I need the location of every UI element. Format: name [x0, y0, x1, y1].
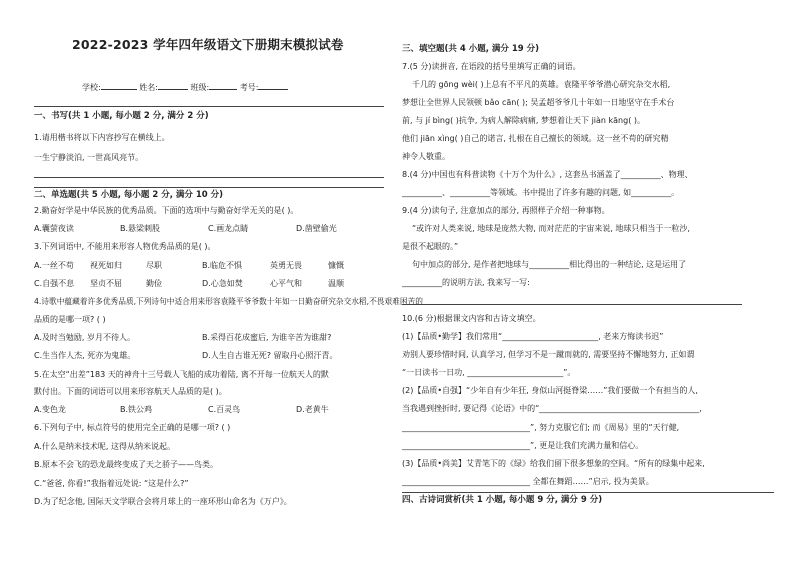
q3-option-c[interactable]: C.自强不息: [34, 279, 75, 288]
q6-option-d[interactable]: D.为了纪念他, 国际天文学联合会将月球上的一座环形山命名为《万户》。: [34, 497, 292, 506]
q3-option-c-word: 勤俭: [146, 279, 162, 288]
q7-line[interactable]: 前, 与 jí bìng( )抗争, 为病人解除病痛, 梦想着让天下 jiàn kāng( )。: [402, 116, 645, 125]
q3-option-c-word: 坚贞不屈: [90, 279, 122, 288]
q7-line[interactable]: 梦想让全世界人民领顿 bǎo cān( ); 吴孟超爷爷几十年如一日地坚守在手术台: [402, 98, 675, 107]
q3-option-b-word: 慷慨: [328, 261, 344, 270]
section-1-heading: 一、书写(共 1 小题, 每小题 2 分, 满分 2 分): [34, 111, 209, 121]
q3-option-d[interactable]: D.心急如焚: [202, 279, 243, 288]
student-info-row: [82, 81, 288, 93]
q9-line[interactable]: __________的说明方法, 我来写一写:: [402, 278, 530, 287]
q5-option-c[interactable]: C.百灵鸟: [208, 405, 241, 414]
q4-option-d[interactable]: D.人生自古谁无死? 留取丹心照汗青。: [202, 351, 338, 360]
q4-option-a[interactable]: A.及时当勉励, 岁月不待人。: [34, 333, 135, 342]
q4-stem-cont: 品质的是哪一项? ( ): [34, 315, 106, 324]
q5-stem-cont: 默付出。下面的词语可以用来形容航天人品质的是( )。: [34, 387, 227, 396]
section-divider: [402, 492, 774, 493]
q7-line[interactable]: 千几的 gōng wèi( )上总有不平凡的英雄。袁隆平爷爷潜心研究杂交水稻,: [412, 80, 671, 89]
exam-no-label: 考号:: [239, 83, 259, 92]
q6-option-a[interactable]: A.什么是纳米技术呢, 这得从纳米说起。: [34, 442, 175, 451]
q6-stem: 6.下列句子中, 标点符号的使用完全正确的是哪一项? ( ): [34, 423, 231, 432]
q3-option-d-word: 温顺: [328, 279, 344, 288]
q2-option-d[interactable]: D.凿壁偷光: [296, 224, 337, 233]
section-2-heading: 二、单选题(共 5 小题, 每小题 2 分, 满分 10 分): [34, 190, 224, 200]
q7-line[interactable]: 他们 jiān xìng( )自己的诺言, 扎根在自己擅长的领域。这一丝不苟的研究精: [402, 134, 669, 143]
q4-option-c[interactable]: C.生当作人杰, 死亦为鬼雄。: [34, 351, 136, 360]
q10-line[interactable]: ________________________________”, 更是让我们充满力量和信心。: [402, 441, 644, 450]
class-label: 班级:: [190, 83, 210, 92]
q4-stem: 4.诗歌中蕴藏着许多优秀品质,下列诗句中适合用来形容袁隆平爷爷数十年如一日勤奋研究杂交水稻,不畏艰难困苦的: [34, 297, 423, 306]
q10-line[interactable]: ________________________________”, 努力克服它们; 而《周易》里的“天行健,: [402, 423, 680, 432]
q9-quote-cont: 是很不起眼的。”: [402, 242, 459, 251]
q10-line: (2)【品质•自强】“少年自有少年狂, 身似山河挺脊梁……”我们要做一个有担当的人,: [402, 386, 698, 395]
q3-option-a[interactable]: A.一丝不苟: [34, 261, 74, 270]
q8-line[interactable]: __________、__________等领域。书中提出了许多有趣的问题, 如__________。: [402, 188, 680, 197]
q9-answer-line[interactable]: [402, 304, 742, 305]
section-divider: [34, 106, 384, 107]
q7-line: 神令人敬重。: [402, 152, 450, 161]
q2-option-b[interactable]: B.悬梁刺股: [120, 224, 161, 233]
exam-no-blank[interactable]: [258, 81, 288, 90]
q10-line: (3)【品质•尚美】艾青笔下的《绿》给我们留下很多想象的空间。“所有的绿集中起来,: [402, 459, 705, 468]
q10-line[interactable]: “一日读书一日功, ________________________”。: [402, 368, 576, 377]
section-divider: [34, 187, 384, 188]
name-label: 姓名:: [139, 83, 158, 92]
q3-option-d-word: 心平气和: [270, 279, 302, 288]
q9-stem: 9.(4 分)读句子, 注意加点的部分, 再照样子介绍一种事物。: [402, 206, 610, 215]
q9-line[interactable]: 句中加点的部分, 是作者把地球与__________相比得出的一种结论, 这是运用了: [412, 260, 687, 269]
q6-option-b[interactable]: B.原本不会飞的恐龙最终变成了天之骄子——鸟类。: [34, 460, 219, 469]
q5-stem: 5.在太空“出差”183 天的神舟十三号载人飞船的成功着陆, 离不开每一位航天人的默: [34, 370, 329, 379]
q5-option-a[interactable]: A.变色龙: [34, 405, 66, 414]
q10-line: 劝别人要珍惜时间, 认真学习, 但学习不是一蹴而就的, 需要坚持不懈地努力, 正如谓: [402, 350, 695, 359]
q10-stem: 10.(6 分)根据课文内容和古诗文填空。: [402, 314, 541, 323]
q6-option-c[interactable]: C.“爸爸, 你看!”我指着远处说: “这是什么?”: [34, 479, 189, 488]
q3-option-a-word: 尽职: [146, 261, 162, 270]
school-blank[interactable]: [101, 81, 137, 90]
q7-stem: 7.(5 分)读拼音, 在语段的括号里填写正确的词语。: [402, 62, 581, 71]
q10-line[interactable]: ________________________________ 全都在舞蹈……”启示, 投为美景。: [402, 477, 654, 486]
class-blank[interactable]: [209, 81, 237, 90]
q2-option-a[interactable]: A.囊萤夜读: [34, 224, 74, 233]
q1-text: 一生宁静淡泊, 一世高风亮节。: [34, 153, 144, 162]
q9-quote: “或许对人类来说, 地球是庞然大物, 而对茫茫的宇宙来说, 地球只相当于一粒沙,: [412, 224, 690, 233]
q3-option-b[interactable]: B.临危不惧: [202, 261, 243, 270]
q10-line[interactable]: 当我遇到挫折时, 要记得《论语》中的“________________________________________,: [402, 404, 702, 413]
q3-option-b-word: 英勇无畏: [270, 261, 302, 270]
section-3-heading: 三、填空题(共 4 小题, 满分 19 分): [402, 44, 540, 54]
q5-option-d[interactable]: D.老黄牛: [296, 405, 329, 414]
q1-stem: 1.请用楷书将以下内容抄写在横线上。: [34, 133, 170, 142]
q10-line[interactable]: (1)【品质•勤学】我们常用“________________________, 老来方悔读书迟”: [402, 332, 664, 341]
q8-stem[interactable]: 8.(4 分)中国也有科普读物《十万个为什么》, 这套丛书涵盖了__________、物理、: [402, 170, 693, 179]
q4-option-b[interactable]: B.采得百花成蜜后, 为谁辛苦为谁甜?: [202, 333, 332, 342]
q3-option-a-word: 视死如归: [90, 261, 122, 270]
exam-title: 2022-2023 学年四年级语文下册期末模拟试卷: [72, 37, 344, 52]
name-blank[interactable]: [158, 81, 188, 90]
school-label: 学校:: [82, 83, 101, 92]
section-4-heading: 四、古诗词赏析(共 1 小题, 每小题 9 分, 满分 9 分): [402, 495, 603, 505]
q5-option-b[interactable]: B.铁公鸡: [120, 405, 153, 414]
q2-stem: 2.勤奋好学是中华民族的优秀品质。下面的选项中与勤奋好学无关的是( )。: [34, 206, 299, 215]
q2-option-c[interactable]: C.画龙点睛: [208, 224, 249, 233]
q1-answer-line[interactable]: [34, 177, 384, 178]
q3-stem: 3.下列词语中, 不能用来形容人物优秀品质的是( )。: [34, 242, 216, 251]
